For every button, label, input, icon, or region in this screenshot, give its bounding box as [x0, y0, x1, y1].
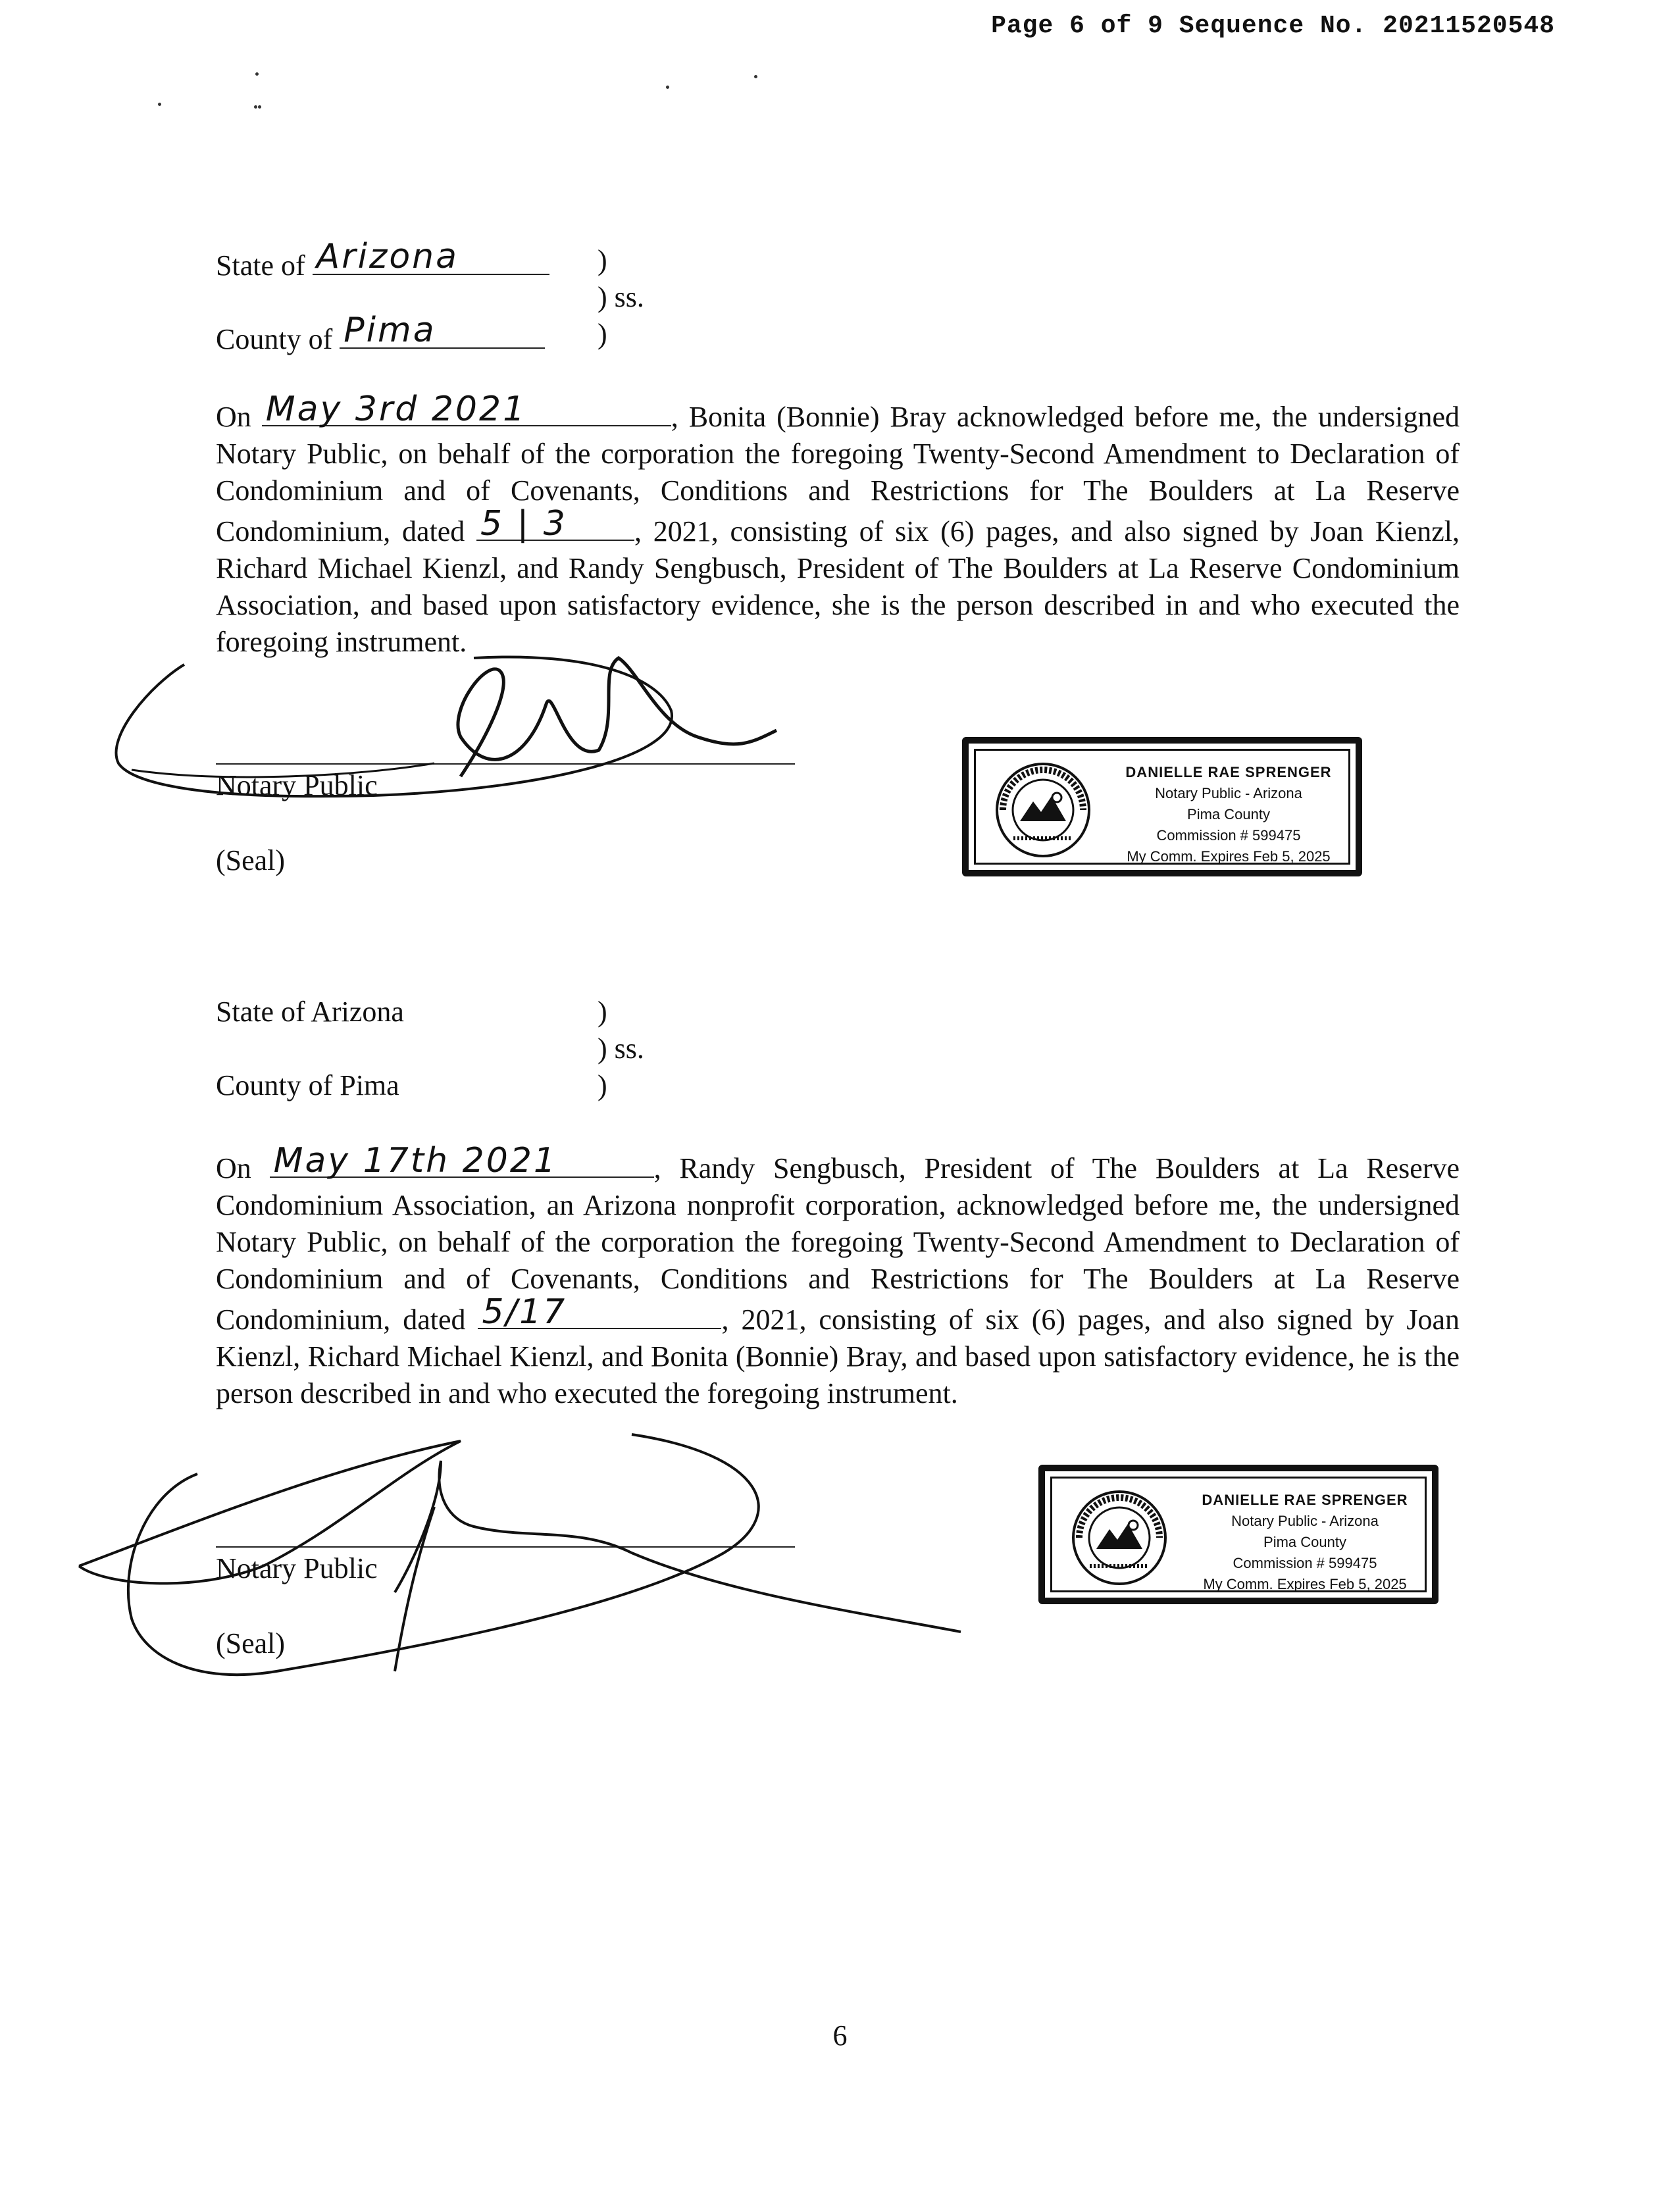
arizona-seal-icon [994, 761, 1092, 859]
notary-public-label: Notary Public [216, 769, 378, 801]
stamp-expires: My Comm. Expires Feb 5, 2025 [1127, 848, 1331, 865]
stamp-commission: Commission # 599475 [1156, 827, 1301, 844]
dated-field [476, 504, 634, 544]
signature-line [216, 1546, 795, 1548]
seal-label: (Seal) [216, 1627, 286, 1659]
stamp-title: Notary Public - Arizona [1231, 1513, 1379, 1529]
notary-public-label: Notary Public [216, 1552, 378, 1584]
dated-handwritten: 5/17 [482, 1292, 567, 1332]
stamp-commission: Commission # 599475 [1233, 1555, 1377, 1571]
notary-stamp-2 [1038, 1465, 1438, 1604]
state-line: State of Arizona [216, 243, 549, 282]
county-line: County of Pima [216, 317, 545, 356]
stamp-notary-name: DANIELLE RAE SPRENGER [1202, 1492, 1408, 1508]
notary-stamp-1 [962, 737, 1362, 876]
county-line: County of Pima [216, 1069, 399, 1101]
date-field [270, 1141, 654, 1181]
stamp-county: Pima County [1263, 1534, 1346, 1550]
date-handwritten: May 3rd 2021 [265, 390, 527, 430]
stamp-title: Notary Public - Arizona [1155, 785, 1302, 801]
state-handwritten: Arizona [316, 237, 459, 277]
stamp-expires: My Comm. Expires Feb 5, 2025 [1203, 1576, 1407, 1592]
seal-label: (Seal) [216, 844, 286, 876]
arizona-seal-icon [1070, 1488, 1169, 1587]
date-handwritten: May 17th 2021 [273, 1141, 557, 1181]
dated-field [478, 1292, 721, 1332]
county-handwritten: Pima [344, 311, 436, 351]
acknowledgment-paragraph: On May 3rd 2021 , Bonita (Bonnie) Bray acknowledged before me, the undersigned Notary Public, on behalf of the corporation the foregoing Twenty-Second Amendment to Declaration of Condominium and of Covenants, Conditions and Restrictions for The Boulders at La Reserve Condominium, dated 5 | 3 , 2021, consisting of six (6) pages, and also signed by Joan Kienzl, Richard Michael Kienzl, and Randy Sengbusch, President of The Boulders at La Reserve Condominium Association, and based upon satisfactory evidence, she is the person described in and who executed the foregoing instrument. [216, 390, 1460, 659]
date-field [262, 390, 671, 430]
notary-signature-1 [92, 632, 803, 829]
acknowledgment-paragraph: On May 17th 2021 , Randy Sengbusch, President of The Boulders at La Reserve Condominium Association, an Arizona nonprofit corporation, acknowledged before me, the undersigned Notary Public, on behalf of the corporation the foregoing Twenty-Second Amendment to Declaration of Condominium and of Covenants, Conditions and Restrictions for The Boulders at La Reserve Condominium, dated 5/17 , 2021, consisting of six (6) pages, and also signed by Joan Kienzl, Richard Michael Kienzl, and Bonita (Bonnie) Bray, and based upon satisfactory evidence, he is the person described in and who executed the foregoing instrument. [216, 1141, 1460, 1410]
state-line: State of Arizona [216, 996, 404, 1028]
stamp-notary-name: DANIELLE RAE SPRENGER [1125, 764, 1332, 780]
dated-handwritten: 5 | 3 [480, 504, 567, 544]
stamp-county: Pima County [1187, 806, 1270, 822]
page-header: Page 6 of 9 Sequence No. 20211520548 [991, 12, 1555, 40]
county-field [340, 311, 545, 351]
page-number: 6 [832, 2019, 848, 2052]
signature-line [216, 763, 795, 765]
